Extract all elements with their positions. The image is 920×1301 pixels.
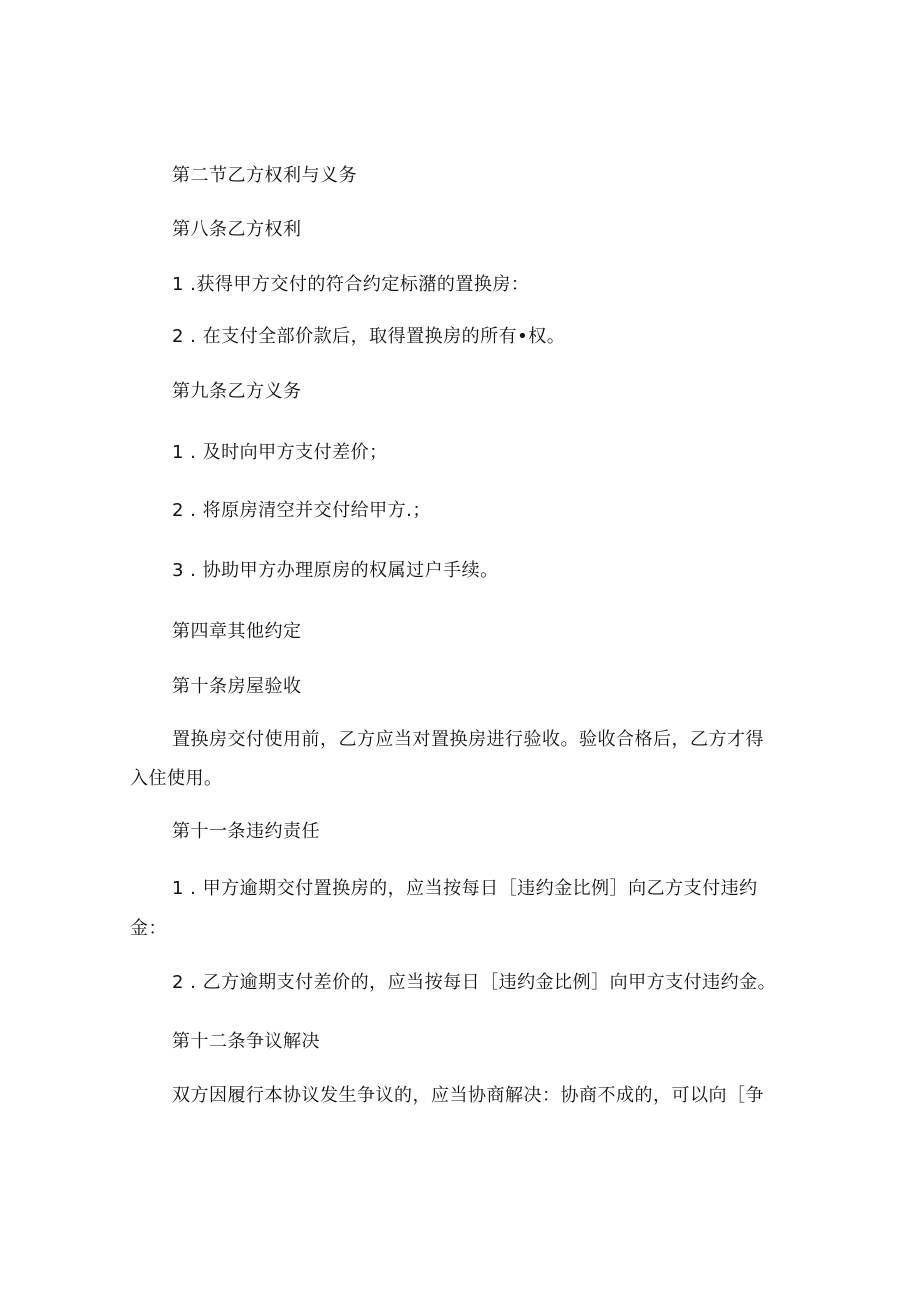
list-item: 1 .获得甲方交付的符合约定标潴的置换房：	[172, 274, 530, 295]
paragraph-line: 入住使用。	[130, 768, 223, 789]
list-item: 1 . 甲方逾期交付置换房的，应当按每日［违约金比例］向乙方支付违约	[172, 878, 758, 899]
article-heading: 第十条房屋验收	[172, 676, 302, 697]
list-item: 1 . 及时向甲方支付差价；	[172, 442, 388, 463]
list-item: 2 . 在支付全部价款后，取得置换房的所有•权。	[172, 326, 566, 347]
paragraph-line: 双方因履行本协议发生争议的，应当协商解决：协商不成的，可以向［争	[172, 1085, 764, 1106]
article-heading: 第十一条违约责任	[172, 821, 320, 842]
section-heading: 第二节乙方权利与义务	[172, 165, 357, 186]
list-item: 2 . 乙方逾期支付差价的，应当按每日［违约金比例］向甲方支付违约金。	[172, 972, 777, 993]
paragraph-line: 置换房交付使用前，乙方应当对置换房进行验收。验收合格后，乙方才得	[172, 729, 764, 750]
list-item: 2 . 将原房清空并交付给甲方.；	[172, 500, 431, 521]
list-item: 3 . 协助甲方办理原房的权属过户手续。	[172, 560, 499, 581]
article-heading: 第九条乙方义务	[172, 381, 302, 402]
article-heading: 第十二条争议解决	[172, 1031, 320, 1052]
article-heading: 第八条乙方权利	[172, 219, 302, 240]
paragraph-line: 金：	[130, 918, 167, 939]
chapter-heading: 第四章其他约定	[172, 621, 302, 642]
